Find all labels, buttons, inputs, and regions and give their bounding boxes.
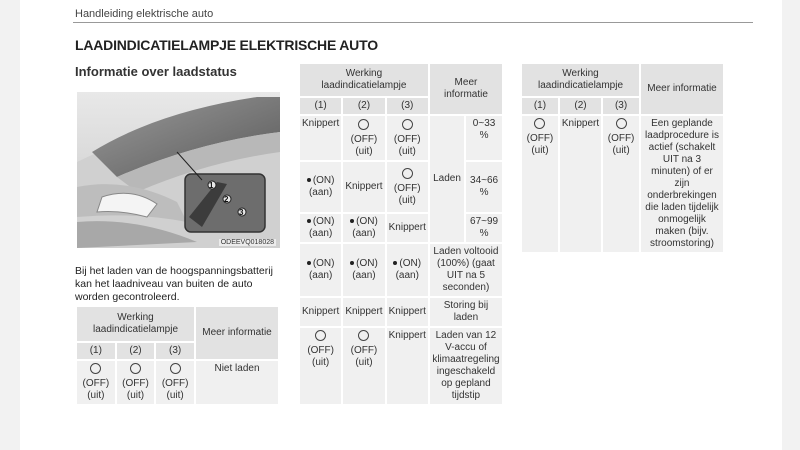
cell-blink: Knippert	[299, 115, 342, 161]
car-illustration	[77, 92, 280, 248]
lamp-off-icon	[130, 363, 141, 374]
section-subtitle: Informatie over laadstatus	[75, 64, 237, 79]
status-table-scheduled	[520, 62, 725, 254]
lamp-on-icon	[307, 178, 311, 182]
col-header-lamp: Werking laadindicatielampje	[76, 306, 195, 342]
col-1: (1)	[521, 97, 559, 115]
callout-1: 1	[209, 181, 214, 190]
lamp-off-icon	[170, 363, 181, 374]
col-2: (2)	[342, 97, 385, 115]
intro-paragraph: Bij het laden van de hoogspanningsbatterij kan het laadniveau van buiten de auto worden gecontroleerd.	[75, 265, 273, 303]
cell-off: (OFF) (uit)	[342, 327, 385, 405]
status-table-charging	[298, 62, 504, 406]
callout-3: 3	[239, 208, 244, 217]
col-3: (3)	[155, 342, 195, 360]
info-scheduled: Een geplande laadprocedure is actief (schakelt UIT na 3 minuten) of er zijn onderbrekingen die laden tijdelijk onmogelijk maken (bijv. stroomstoring)	[640, 115, 724, 253]
figure-code: ODEEVQ018028	[220, 239, 274, 246]
cell-off: (OFF) (uit)	[521, 115, 559, 253]
info-fault: Storing bij laden	[429, 297, 503, 327]
col-header-lamp: Werking laadindicatielampje	[299, 63, 429, 97]
lamp-off-icon	[534, 118, 545, 129]
cell-on: (ON) (aan)	[299, 243, 342, 297]
charging-label: Laden	[429, 115, 465, 243]
lamp-off-icon	[90, 363, 101, 374]
status-table-not-charging	[75, 305, 280, 406]
lamp-off-icon	[315, 330, 326, 341]
cell-off: (OFF) (uit)	[299, 327, 342, 405]
cell-blink: Knippert	[342, 297, 385, 327]
cell-blink: Knippert	[386, 213, 429, 243]
col-header-info: Meer informatie	[195, 306, 279, 360]
running-header: Handleiding elektrische auto	[75, 8, 214, 20]
lamp-off-icon	[358, 330, 369, 341]
page-margin-left	[0, 0, 20, 450]
lamp-off-icon	[402, 168, 413, 179]
header-rule	[73, 22, 753, 23]
pct-0-33: 0~33 %	[465, 115, 503, 161]
info-12v: Laden van 12 V-accu of klimaatregeling ingeschakeld op gepland tijdstip	[429, 327, 503, 405]
cell-blink: Knippert	[386, 327, 429, 405]
cell-off: (OFF) (uit)	[342, 115, 385, 161]
cell-blink: Knippert	[342, 161, 385, 213]
cell-off: (OFF) (uit)	[386, 115, 429, 161]
cell-on: (ON) (aan)	[299, 213, 342, 243]
car-charging-port-illustration	[77, 92, 280, 248]
lamp-on-icon	[307, 261, 311, 265]
cell-on: (ON) (aan)	[386, 243, 429, 297]
cell-off: (OFF) (uit)	[155, 360, 195, 405]
col-3: (3)	[602, 97, 640, 115]
col-3: (3)	[386, 97, 429, 115]
callout-2: 2	[224, 195, 229, 204]
cell-blink: Knippert	[559, 115, 602, 253]
cell-on: (ON) (aan)	[299, 161, 342, 213]
info-cell: Niet laden	[195, 360, 279, 405]
info-complete: Laden voltooid (100%) (gaat UIT na 5 seconden)	[429, 243, 503, 297]
col-2: (2)	[559, 97, 602, 115]
col-header-info: Meer informatie	[429, 63, 503, 115]
lamp-on-icon	[393, 261, 397, 265]
lamp-on-icon	[350, 219, 354, 223]
lamp-on-icon	[307, 219, 311, 223]
cell-on: (ON) (aan)	[342, 243, 385, 297]
lamp-off-icon	[402, 119, 413, 130]
cell-off: (OFF) (uit)	[116, 360, 156, 405]
cell-blink: Knippert	[386, 297, 429, 327]
col-2: (2)	[116, 342, 156, 360]
cell-blink: Knippert	[299, 297, 342, 327]
col-1: (1)	[299, 97, 342, 115]
page-margin-right	[782, 0, 800, 450]
lamp-off-icon	[616, 118, 627, 129]
col-header-lamp: Werking laadindicatielampje	[521, 63, 640, 97]
cell-off: (OFF) (uit)	[386, 161, 429, 213]
pct-34-66: 34~66 %	[465, 161, 503, 213]
lamp-on-icon	[350, 261, 354, 265]
lamp-off-icon	[358, 119, 369, 130]
cell-off: (OFF) (uit)	[76, 360, 116, 405]
cell-on: (ON) (aan)	[342, 213, 385, 243]
col-1: (1)	[76, 342, 116, 360]
col-header-info: Meer informatie	[640, 63, 724, 115]
pct-67-99: 67~99 %	[465, 213, 503, 243]
section-title: LAADINDICATIELAMPJE ELEKTRISCHE AUTO	[75, 37, 378, 53]
cell-off: (OFF) (uit)	[602, 115, 640, 253]
